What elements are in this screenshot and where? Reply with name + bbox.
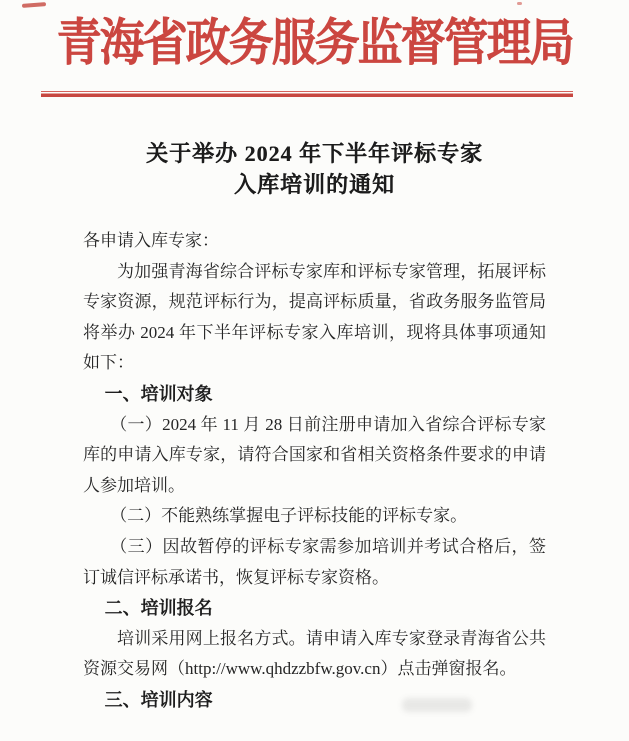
masthead-divider-rule — [41, 91, 573, 98]
document-title-line1: 关于举办 2024 年下半年评标专家 — [145, 141, 483, 166]
agency-masthead: 青海省政务服务监督管理局 — [56, 15, 573, 72]
section-2-heading: 二、培训报名 — [104, 598, 213, 619]
document-title-line2: 入库培训的通知 — [233, 172, 395, 197]
section-3-heading: 三、培训内容 — [104, 689, 213, 710]
document-body — [83, 226, 546, 716]
intro-paragraph: 为加强青海省综合评标专家库和评标专家管理，拓展评标专家资源，规范评标行为，提高评标质量，省政务服务监管局将举办 2024 年下半年评标专家入库培训，现将具体事项通知如下： — [83, 261, 546, 373]
document-title — [0, 138, 629, 200]
section-1-item-3: （三）因故暂停的评标专家需参加培训并考试合格后，签订诚信评标承诺书，恢复评标专家资格。 — [83, 536, 546, 587]
section-1-item-1: （一）2024 年 11 月 28 日前注册申请加入省综合评标专家库的申请入库专家，请符合国家和省相关资格条件要求的申请人参加培训。 — [83, 414, 546, 495]
salutation: 各申请入库专家： — [83, 231, 219, 250]
scan-artifact-smudge — [402, 698, 472, 712]
section-1-heading: 一、培训对象 — [104, 383, 213, 404]
section-1-item-2: （二）不能熟练掌握电子评标技能的评标专家。 — [110, 506, 468, 526]
section-2-paragraph: 培训采用网上报名方式。请申请入库专家登录青海省公共资源交易网（http://www.qhdzzbfw.gov.cn）点击弹窗报名。 — [83, 628, 546, 679]
